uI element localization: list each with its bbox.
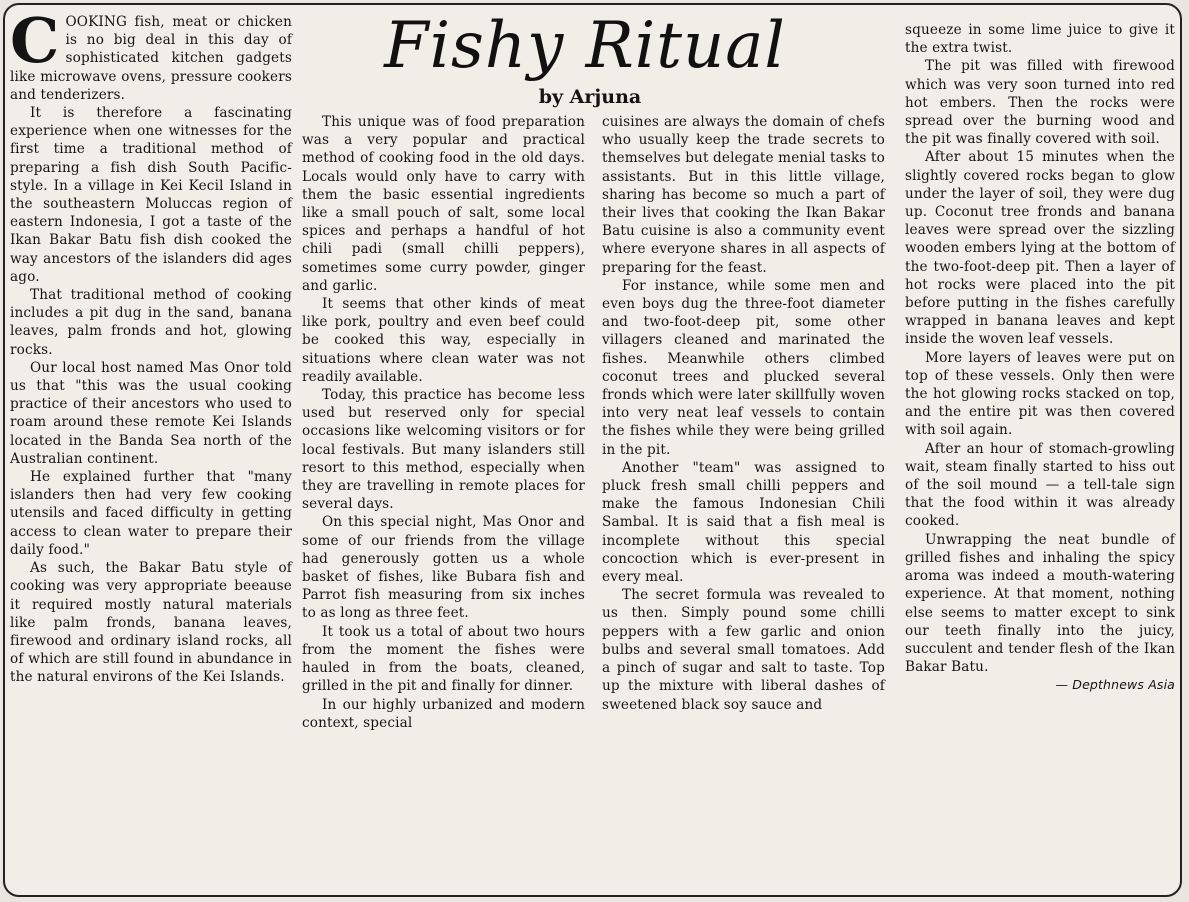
article-column-4 (905, 21, 1175, 695)
paragraph: After about 15 minutes when the slightly covered rocks began to glow under the layer of soil, they were dug up. Coconut tree fronds and banana leaves were spread over the sizzling wooden embers lying at the bottom of the two-foot-deep pit. Then a layer of hot rocks were placed into the pit before putting in the fishes carefully wrapped in banana leaves and kept inside the woven leaf vessels. (905, 149, 1175, 348)
article-column-1 (10, 4, 292, 687)
paragraph: This unique was of food preparation was a very popular and practical method of cooking food in the old days. Locals would only have to carry with them the basic essential ingredients like a small pouch of salt, some local spices and perhaps a handful of hot chili padi (small chilli peppers), sometimes some curry powder, ginger and garlic. (302, 114, 585, 294)
paragraph: Today, this practice has become less used but reserved only for special occasions like welcoming visitors or for local festivals. But many islanders still resort to this method, especially when they are travelling in remote places for several days. (302, 387, 585, 513)
paragraph-text: OOKING fish, meat or chicken is no big deal in this day of sophisticated kitchen gadgets like microwave ovens, pressure cookers and tenderizers. (10, 14, 292, 103)
paragraph: It seems that other kinds of meat like pork, poultry and even beef could be cooked this way, especially in situations where clean water was not readily available. (302, 296, 585, 385)
paragraph: That traditional method of cooking includes a pit dug in the sand, banana leaves, palm fronds and hot, glowing rocks. (10, 287, 292, 358)
article-credit: — Depthnews Asia (1055, 677, 1175, 693)
paragraph: For instance, while some men and even boys dug the three-foot diameter and two-foot-deep pit, some other villagers cleaned and marinated the fishes. Meanwhile others climbed coconut trees and plucked several fronds which were later skillfully woven into very neat leaf vessels to contain the fishes while they were being grilled in the pit. (602, 277, 885, 458)
paragraph: More layers of leaves were put on top of these vessels. Only then were the hot glowing rocks stacked on top, and the entire pit was then covered with soil again. (905, 349, 1175, 439)
paragraph: It is therefore a fascinating experience when one witnesses for the first time a traditional method of preparing a fish dish South Pacific-style. In a village in Kei Kecil Island in the southeastern Moluccas region of eastern Indonesia, I got a taste of the Ikan Bakar Batu fish dish cooked the way ancestors of the islanders did ages ago. (10, 105, 292, 285)
paragraph (10, 4, 292, 104)
paragraph: Another "team" was assigned to pluck fresh small chilli peppers and make the famous Indonesian Chili Sambal. It is said that a fish meal is incomplete without this special concoction which is ever-present in every meal. (602, 459, 885, 586)
article-title: Fishy Ritual (384, 9, 786, 83)
paragraph: cuisines are always the domain of chefs who usually keep the trade secrets to themselves but delegate menial tasks to assistants. But in this little village, sharing has become so much a part of their lives that cooking the Ikan Bakar Batu cuisine is also a community event where everyone shares in all aspects of preparing for the feast. (602, 114, 885, 276)
paragraph: Unwrapping the neat bundle of grilled fishes and inhaling the spicy aroma was indeed a mouth-watering experience. At that moment, nothing else seems to matter except to sink our teeth finally into the juicy, succulent and tender flesh of the Ikan Bakar Batu. (905, 531, 1175, 676)
paragraph: He explained further that "many islanders then had very few cooking utensils and faced difficulty in getting access to clean water to prepare their daily food." (10, 469, 292, 558)
paragraph: On this special night, Mas Onor and some of our friends from the village had generously gotten us a whole basket of fishes, like Bubara fish and Parrot fish measuring from six inches to as long as three feet. (302, 514, 585, 622)
paragraph: It took us a total of about two hours from the moment the fishes were hauled in from the boats, cleaned, grilled in the pit and finally for dinner. (302, 623, 585, 695)
paragraph: squeeze in some lime juice to give it the extra twist. (905, 22, 1175, 57)
article-column-3 (602, 113, 885, 714)
paragraph: After an hour of stomach-growling wait, steam finally started to hiss out of the soil mound — a tell-tale sign that the food within it was already cooked. (905, 440, 1175, 530)
paragraph: The secret formula was revealed to us then. Simply pound some chilli peppers with a few garlic and onion bulbs and several small tomatoes. Add a pinch of sugar and salt to taste. Top up the mixture with liberal dashes of sweetened black soy sauce and (602, 587, 885, 713)
article-byline: by Arjuna (538, 86, 642, 108)
paragraph: The pit was filled with firewood which was very soon turned into red hot embers. Then the rocks were spread over the burning wood and the pit was finally covered with soil. (905, 58, 1175, 148)
paragraph: As such, the Bakar Batu style of cooking was very appropriate beeause it required mostly natural materials like palm fronds, banana leaves, firewood and ordinary island rocks, all of which are still found in abundance in the natural environs of the Kei Islands. (10, 560, 292, 686)
newspaper-clipping (3, 3, 1182, 897)
article-column-2 (302, 113, 585, 732)
paragraph: Our local host named Mas Onor told us that "this was the usual cooking practice of their ancestors who used to roam around these remote Kei Islands located in the Banda Sea north of the Australian continent. (10, 359, 292, 467)
paragraph: In our highly urbanized and modern context, special (302, 696, 585, 731)
drop-cap: C (10, 4, 60, 77)
